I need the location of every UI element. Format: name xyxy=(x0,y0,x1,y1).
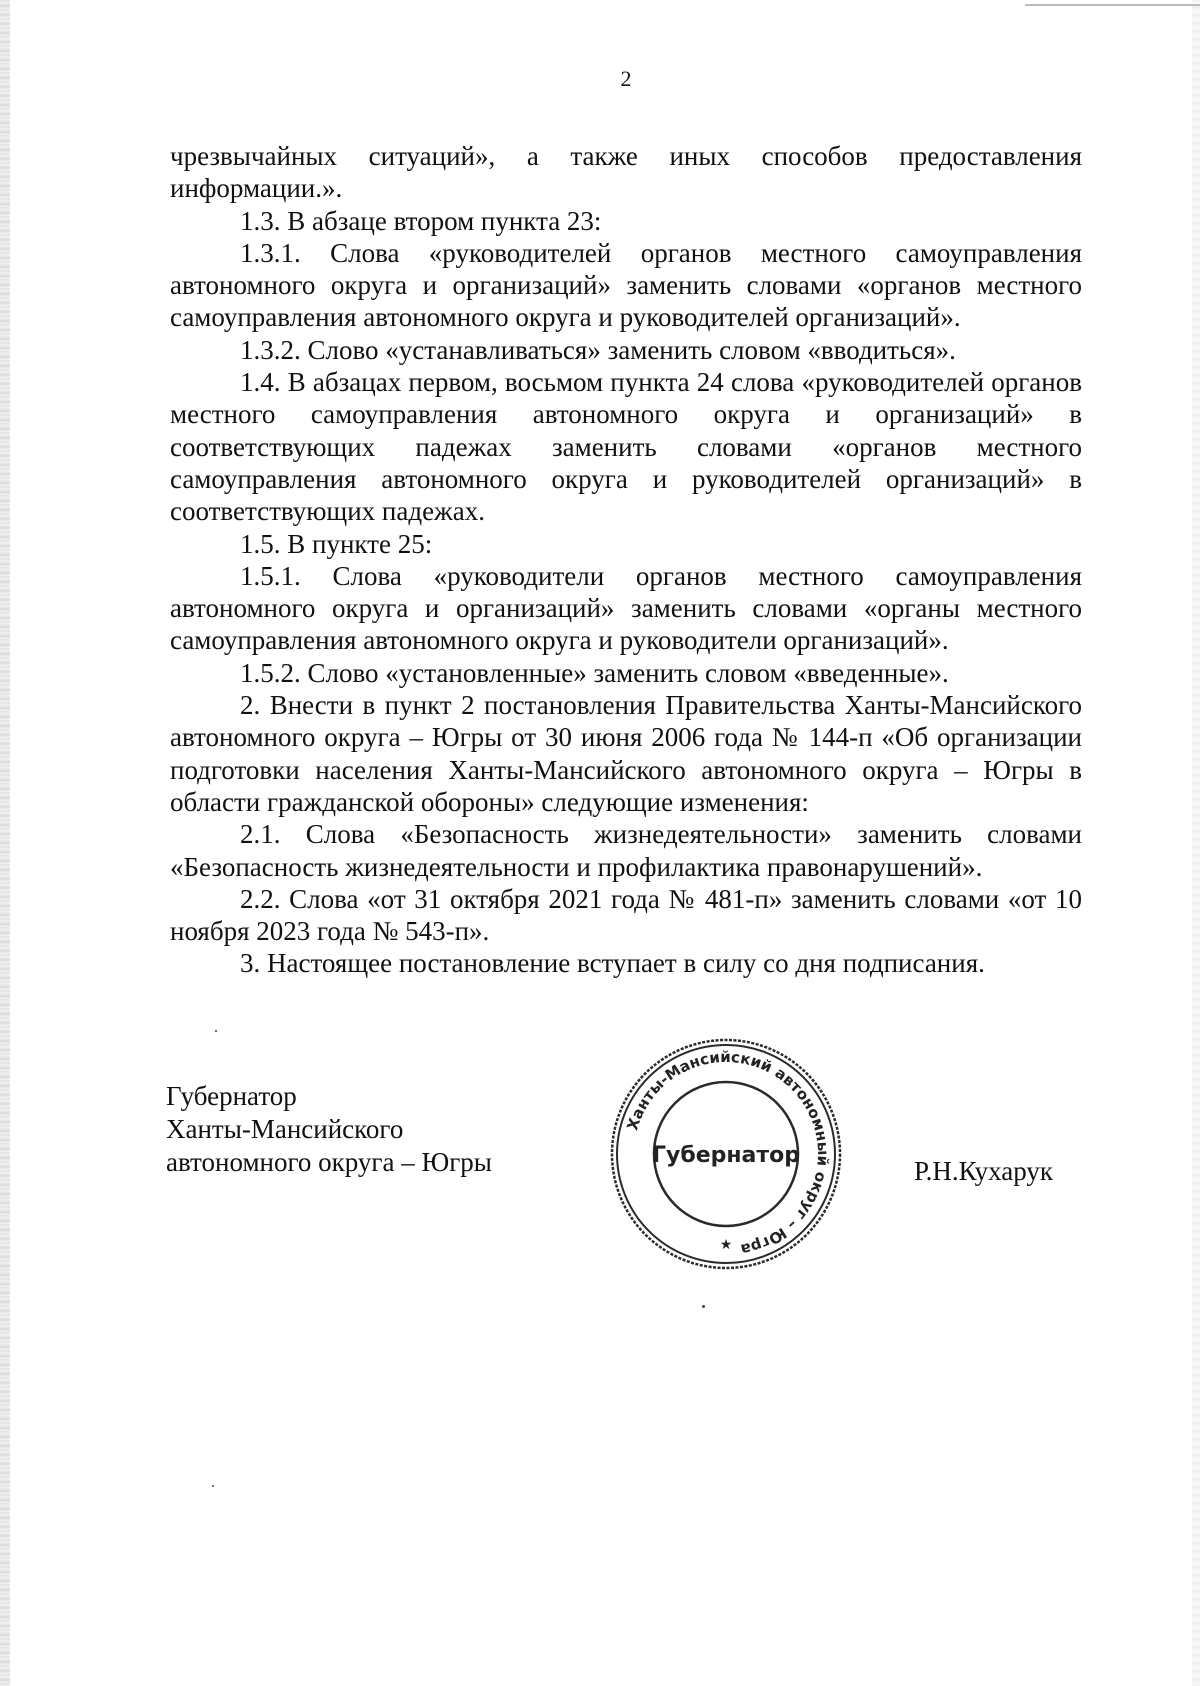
signatory-name: Р.Н.Кухарук xyxy=(914,1156,1054,1186)
signatory-position-line: Ханты-Мансийского xyxy=(166,1114,404,1144)
paragraph: 2. Внести в пункт 2 постановления Правительства Ханты-Мансийского автономного округа – Югры от 30 июня 2006 года № 144-п «Об организации подготовки населения Ханты-Мансийского автономного округа – Югры в области гражданской обороны» следующие изменения: xyxy=(170,690,1082,817)
paragraph: 1.3.2. Слово «устанавливаться» заменить словом «вводиться». xyxy=(240,334,956,365)
page-number: 2 xyxy=(620,66,632,91)
scan-top-line xyxy=(1025,4,1200,6)
scan-speck xyxy=(215,1030,217,1032)
signatory-position-line: Губернатор xyxy=(166,1081,297,1111)
paragraph: 1.5.2. Слово «установленные» заменить словом «введенные». xyxy=(240,657,949,688)
signatory-position-line: автономного округа – Югры xyxy=(166,1147,492,1177)
document-body xyxy=(170,140,1082,980)
stamp-center-text: Губернатор xyxy=(651,1143,801,1168)
paragraph: 2.1. Слова «Безопасность жизнедеятельности» заменить словами «Безопасность жизнедеятельности и профилактика правонарушений». xyxy=(170,819,1082,882)
signatory-position xyxy=(166,1080,492,1179)
paragraph: 1.4. В абзацах первом, восьмом пункта 24 слова «руководителей органов местного самоуправления автономного округа и организаций» в соответствующих падежах заменить словами «органов местного самоуправления автономного округа и руководителей организаций» в соответствующих падежах. xyxy=(170,367,1082,527)
paragraph: 1.5. В пункте 25: xyxy=(240,528,433,559)
scan-edge-right xyxy=(1192,0,1200,1686)
paragraph: 2.2. Слова «от 31 октября 2021 года № 481-п» заменить словами «от 10 ноября 2023 года № 543-п». xyxy=(170,883,1082,947)
paragraph: 1.5.1. Слова «руководители органов местного самоуправления автономного округа и организаций» заменить словами «органы местного самоуправления автономного округа и руководители организаций». xyxy=(170,560,1082,656)
paragraph: чрезвычайных ситуаций», а также иных способов предоставления информации.». xyxy=(170,141,1082,204)
scan-edge-left xyxy=(0,0,10,1686)
star-icon: ★ xyxy=(719,1237,733,1253)
scan-speck xyxy=(212,1485,214,1487)
stamp-ring-text: Ханты-Мансийский автономный округ – Югра xyxy=(623,1047,833,1259)
scan-speck xyxy=(702,1305,705,1308)
paragraph: 3. Настоящее постановление вступает в силу со дня подписания. xyxy=(240,948,985,979)
paragraph: 1.3. В абзаце втором пункта 23: xyxy=(240,205,602,236)
official-stamp xyxy=(608,1036,844,1272)
paragraph: 1.3.1. Слова «руководителей органов местного самоуправления автономного округа и организаций» заменить словами «органов местного самоуправления автономного округа и руководителей организаций». xyxy=(170,237,1082,333)
